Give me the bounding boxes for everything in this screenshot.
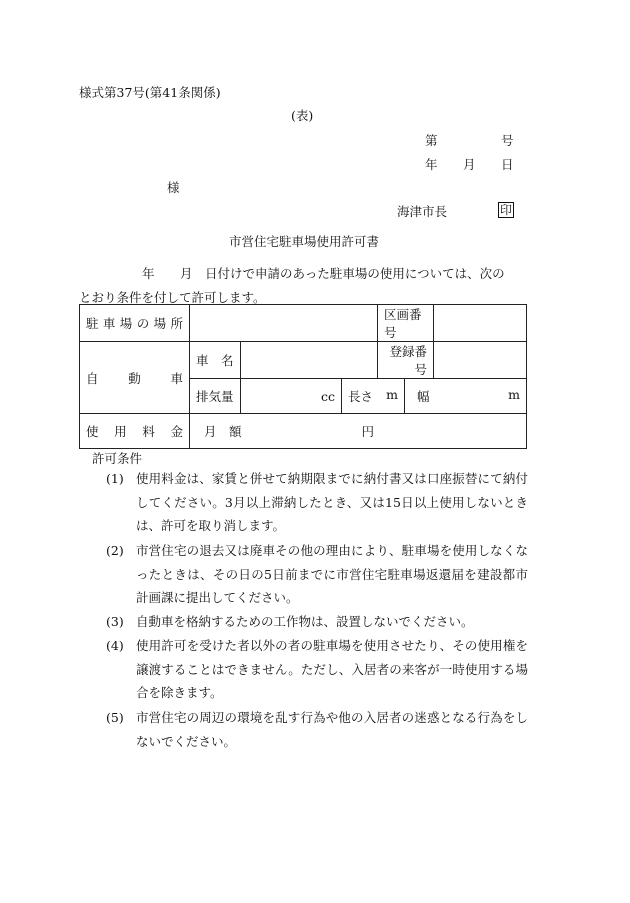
addressee-suffix: 様 <box>167 180 180 195</box>
condition-number: (2) <box>106 543 124 558</box>
condition-item <box>106 610 528 634</box>
issuer: 海津市長 <box>397 204 448 219</box>
intro-year: 年 <box>142 266 155 281</box>
condition-number: (5) <box>106 710 124 725</box>
date-day: 日 <box>501 157 514 172</box>
section-no-value-cell <box>434 305 527 342</box>
car-name-value-cell <box>241 342 378 379</box>
condition-text: 自動車を格納するための工作物は、設置しないでください。 <box>136 614 474 629</box>
location-value-cell <box>190 305 378 342</box>
width-cell <box>405 379 527 414</box>
length-cell <box>342 379 405 414</box>
width-label: 幅 <box>417 389 430 404</box>
table-row <box>80 305 527 342</box>
displacement-value-cell <box>241 379 342 414</box>
condition-text: 使用許可を受けた者以外の者の駐車場を使用させたり、その使用権を譲渡することはできません。ただし、入居者の来客が一時使用する場合を除きます。 <box>136 638 528 700</box>
width-unit: m <box>508 387 521 402</box>
condition-text: 市営住宅の退去又は廃車その他の理由により、駐車場を使用しなくなったときは、その日の5日前までに市営住宅駐車場返還届を建設都市計画課に提出してください。 <box>136 543 528 605</box>
side-indicator: (表) <box>291 108 314 123</box>
section-no-label: 区画番号 <box>384 307 422 340</box>
car-name-label: 車 名 <box>196 353 234 368</box>
monthly-label: 月 額 <box>204 424 242 439</box>
date-month: 月 <box>463 157 476 172</box>
conditions-title: 許可条件 <box>92 451 143 466</box>
intro-month: 月 <box>180 266 193 281</box>
fee-value-cell <box>190 414 527 449</box>
car-name-label-cell <box>190 342 241 379</box>
table-row <box>80 414 527 449</box>
condition-number: (4) <box>106 638 124 653</box>
doc-no-prefix: 第 <box>425 133 438 148</box>
condition-item <box>106 467 528 538</box>
displacement-label-cell <box>190 379 241 414</box>
condition-text: 使用料金は、家賃と併せて納期限までに納付書又は口座振替にて納付してください。3月以上滞納したとき、又は15日以上使用しないときは、許可を取り消します。 <box>136 471 528 533</box>
registration-label-cell <box>378 342 434 379</box>
fee-label: 使用料金 <box>86 424 183 439</box>
vehicle-label-cell <box>80 342 190 414</box>
document-title: 市営住宅駐車場使用許可書 <box>229 234 380 249</box>
condition-item <box>106 539 528 610</box>
registration-label: 登録番号 <box>389 344 428 377</box>
fee-label-cell <box>80 414 190 449</box>
yen-unit: 円 <box>361 424 375 439</box>
table-row <box>80 342 527 379</box>
condition-number: (3) <box>106 614 124 629</box>
intro-line1: 日付けで申請のあった駐車場の使用については、次の <box>205 266 505 281</box>
form-number: 様式第37号(第41条関係) <box>79 85 221 100</box>
location-label: 駐車場の場所 <box>86 316 183 331</box>
length-unit: m <box>386 387 399 402</box>
seal-stamp <box>498 202 514 218</box>
displacement-label: 排気量 <box>196 389 234 404</box>
vehicle-label: 自動車 <box>86 370 183 386</box>
condition-text: 市営住宅の周辺の環境を乱す行為や他の入居者の迷惑となる行為をしないでください。 <box>136 710 528 749</box>
doc-no-suffix: 号 <box>501 133 514 148</box>
condition-number: (1) <box>106 471 124 486</box>
registration-value-cell <box>434 342 527 379</box>
section-no-label-cell <box>378 305 434 342</box>
location-label-cell <box>80 305 190 342</box>
intro-line2: とおり条件を付して許可します。 <box>79 290 266 305</box>
displacement-unit: cc <box>320 388 335 404</box>
condition-item <box>106 706 528 753</box>
length-label: 長さ <box>348 389 374 404</box>
date-year: 年 <box>425 157 438 172</box>
permit-table <box>79 304 527 449</box>
seal-label: 印 <box>500 203 513 217</box>
condition-item <box>106 634 528 705</box>
